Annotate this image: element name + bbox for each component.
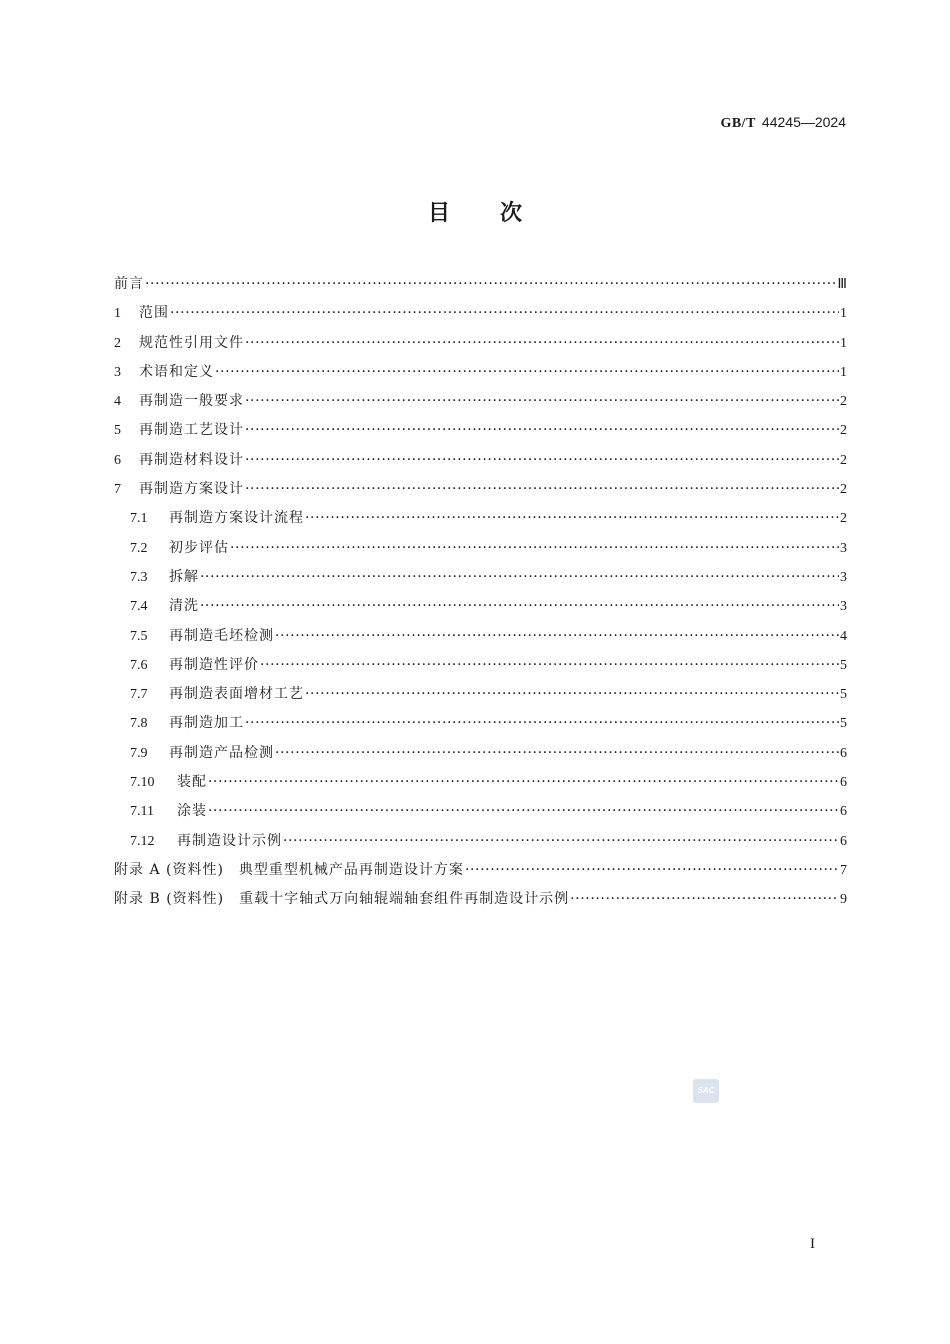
entry-number: 5 (114, 423, 121, 439)
entry-page: 1 (840, 335, 847, 351)
dot-leader (305, 504, 839, 533)
toc-entry-7-10[interactable] (114, 768, 847, 797)
entry-page: 1 (840, 364, 847, 380)
entry-page: 7 (840, 862, 847, 878)
entry-label: 装配 (177, 774, 207, 791)
toc-entry-7-11[interactable] (114, 797, 847, 826)
entry-label: 再制造加工 (169, 715, 244, 732)
dot-leader (283, 827, 839, 856)
dot-leader (245, 446, 839, 475)
toc-entry-7-8[interactable] (114, 709, 847, 738)
toc-entry-7-9[interactable] (114, 739, 847, 768)
entry-number: 7.12 (130, 833, 155, 849)
entry-page: Ⅲ (837, 277, 847, 292)
entry-page: 6 (840, 804, 847, 820)
dot-leader (245, 387, 839, 416)
entry-page: 3 (840, 599, 847, 615)
entry-page: 2 (840, 511, 847, 527)
dot-leader (245, 329, 839, 358)
entry-number: 7.11 (130, 804, 154, 820)
entry-page: 2 (840, 394, 847, 410)
toc-entry-7-7[interactable] (114, 680, 847, 709)
entry-page: 5 (840, 716, 847, 732)
dot-leader (170, 299, 839, 328)
entry-number: 7.7 (130, 687, 148, 703)
entry-label: 再制造产品检测 (169, 744, 274, 761)
toc-entry-7-3[interactable] (114, 563, 847, 592)
entry-label: 附录 B (资料性) 重载十字轴式万向轴辊端轴套组件再制造设计示例 (114, 891, 570, 908)
entry-page: 2 (840, 423, 847, 439)
entry-label: 涂装 (177, 803, 207, 820)
dot-leader (260, 651, 839, 680)
toc-entry-7-4[interactable] (114, 592, 847, 621)
entry-page: 6 (840, 775, 847, 791)
table-of-contents (114, 270, 847, 915)
dot-leader (570, 885, 839, 914)
entry-number: 1 (114, 306, 121, 322)
entry-label: 术语和定义 (139, 363, 214, 380)
entry-label: 再制造工艺设计 (139, 422, 244, 439)
entry-number: 3 (114, 364, 121, 380)
entry-label: 再制造一般要求 (139, 393, 244, 410)
sac-watermark-logo: SAC (693, 1079, 719, 1103)
entry-label: 前言 (114, 276, 144, 292)
dot-leader (208, 768, 839, 797)
toc-entry-annex-a[interactable] (114, 856, 847, 885)
toc-entry-7[interactable] (114, 475, 847, 504)
dot-leader (275, 739, 839, 768)
entry-page: 5 (840, 687, 847, 703)
standard-number-header (720, 114, 846, 132)
dot-leader (305, 680, 839, 709)
entry-number: 7.9 (130, 745, 148, 761)
entry-label: 再制造毛坯检测 (169, 627, 274, 644)
toc-entry-annex-b[interactable] (114, 885, 847, 914)
dot-leader (145, 270, 836, 299)
entry-page: 4 (840, 628, 847, 644)
entry-label: 再制造表面增材工艺 (169, 686, 304, 703)
entry-label: 再制造方案设计流程 (169, 510, 304, 527)
entry-page: 3 (840, 569, 847, 585)
toc-entry-1[interactable] (114, 299, 847, 328)
entry-number: 7.3 (130, 569, 148, 585)
entry-number: 7.6 (130, 657, 148, 673)
entry-label: 范围 (139, 305, 169, 322)
entry-label: 初步评估 (169, 539, 229, 556)
toc-entry-7-6[interactable] (114, 651, 847, 680)
dot-leader (245, 709, 839, 738)
entry-page: 5 (840, 657, 847, 673)
entry-number: 7.4 (130, 599, 148, 615)
dot-leader (275, 622, 839, 651)
standard-prefix: GB/T (720, 116, 756, 131)
toc-entry-3[interactable] (114, 358, 847, 387)
entry-number: 7.1 (130, 511, 148, 527)
toc-entry-6[interactable] (114, 446, 847, 475)
toc-entry-4[interactable] (114, 387, 847, 416)
entry-label: 再制造性评价 (169, 656, 259, 673)
entry-label: 拆解 (169, 568, 199, 585)
entry-page: 2 (840, 452, 847, 468)
toc-entry-2[interactable] (114, 329, 847, 358)
dot-leader (465, 856, 839, 885)
dot-leader (245, 475, 839, 504)
toc-entry-preface[interactable] (114, 270, 847, 299)
entry-page: 6 (840, 833, 847, 849)
toc-entry-5[interactable] (114, 416, 847, 445)
dot-leader (200, 592, 839, 621)
entry-page: 2 (840, 482, 847, 498)
entry-label: 附录 A (资料性) 典型重型机械产品再制造设计方案 (114, 861, 464, 878)
entry-label: 再制造材料设计 (139, 451, 244, 468)
entry-number: 7.8 (130, 716, 148, 732)
dot-leader (245, 416, 839, 445)
toc-entry-7-2[interactable] (114, 534, 847, 563)
entry-page: 9 (840, 892, 847, 908)
dot-leader (230, 534, 839, 563)
dot-leader (208, 797, 839, 826)
toc-entry-7-1[interactable] (114, 504, 847, 533)
entry-number: 7.10 (130, 775, 155, 791)
dot-leader (200, 563, 839, 592)
toc-entry-7-5[interactable] (114, 622, 847, 651)
entry-label: 再制造设计示例 (177, 832, 282, 849)
entry-number: 2 (114, 335, 121, 351)
entry-number: 7 (114, 482, 121, 498)
entry-page: 3 (840, 540, 847, 556)
dot-leader (215, 358, 839, 387)
entry-label: 规范性引用文件 (139, 334, 244, 351)
entry-label: 清洗 (169, 598, 199, 615)
entry-number: 7.5 (130, 628, 148, 644)
toc-title: 目次 (427, 201, 572, 226)
entry-label: 再制造方案设计 (139, 481, 244, 498)
entry-number: 6 (114, 452, 121, 468)
entry-number: 7.2 (130, 540, 148, 556)
entry-page: 1 (840, 306, 847, 322)
entry-number: 4 (114, 394, 121, 410)
toc-entry-7-12[interactable] (114, 827, 847, 856)
entry-page: 6 (840, 745, 847, 761)
page-number: I (810, 1236, 815, 1252)
standard-number: 44245—2024 (761, 114, 846, 130)
